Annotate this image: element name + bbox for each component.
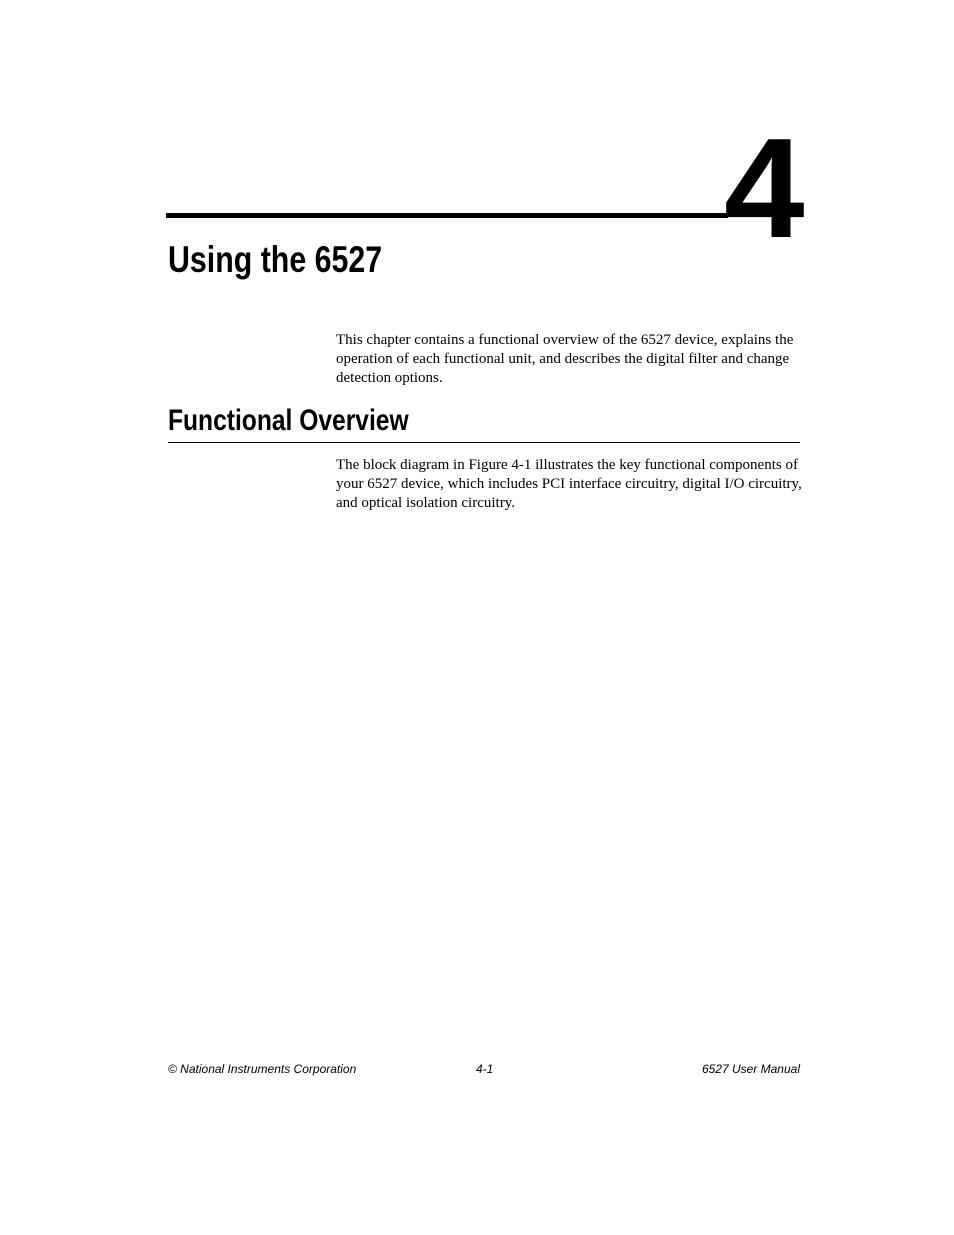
section-heading: Functional Overview [168, 404, 409, 437]
chapter-intro-paragraph: This chapter contains a functional overview of the 6527 device, explains the operation of each functional unit, and describes the digital filter and change detection options. [336, 332, 794, 386]
chapter-rule [166, 213, 728, 218]
chapter-title: Using the 6527 [168, 239, 383, 280]
chapter-number: 4 [724, 109, 803, 268]
footer-manual-title: 6527 User Manual [701, 1062, 800, 1076]
functional-overview-paragraph: The block diagram in Figure 4-1 illustrates the key functional components of your 6527 device, which includes PCI interface circuitry, digital I/O circuitry, and optical isolation circuitry. [336, 457, 802, 511]
footer-copyright: © National Instruments Corporation [168, 1062, 357, 1076]
footer-page-number: 4-1 [476, 1062, 494, 1076]
section-rule [168, 442, 800, 443]
